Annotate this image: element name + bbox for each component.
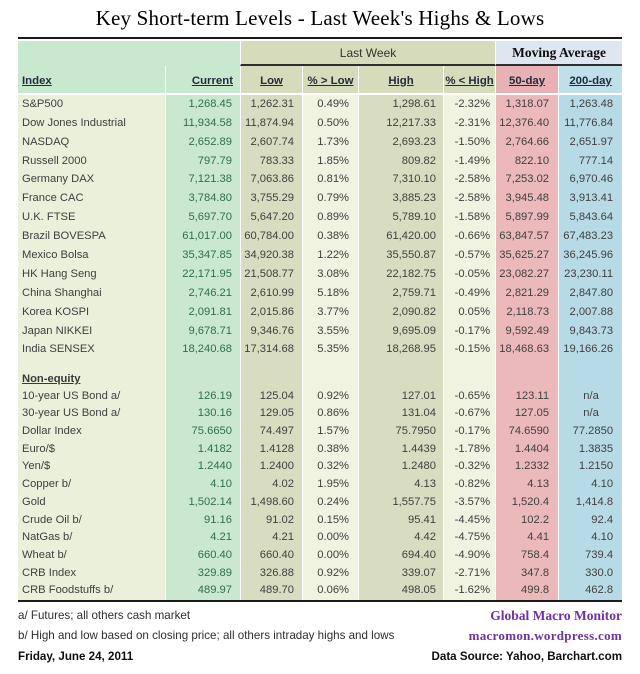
cell-ma50: 347.8 <box>495 564 558 582</box>
cell-high: 7,310.10 <box>358 171 443 190</box>
cell-ma200: 2,651.97 <box>558 133 622 152</box>
cell-index: Gold <box>18 494 165 512</box>
cell-low: 783.33 <box>240 152 302 171</box>
table-row <box>18 458 622 476</box>
cell-ma200: 23,230.11 <box>558 265 622 284</box>
cell-pct-below-high: -0.17% <box>443 423 495 441</box>
cell-ma200: 1,263.48 <box>558 95 622 114</box>
cell-index: Yen/$ <box>18 458 165 476</box>
cell-current: 91.16 <box>165 511 240 529</box>
cell-low: 60,784.00 <box>240 227 302 246</box>
footnotes <box>18 606 394 668</box>
table-row <box>18 171 622 190</box>
cell-low: 21,508.77 <box>240 265 302 284</box>
cell-pct-above-low: 0.79% <box>302 189 358 208</box>
cell-ma50 <box>495 368 558 387</box>
cell-index: 30-year US Bond a/ <box>18 405 165 423</box>
table-row <box>18 529 622 547</box>
cell-ma50: 74.6590 <box>495 423 558 441</box>
cell-high: 694.40 <box>358 547 443 565</box>
cell-high: 12,217.33 <box>358 114 443 133</box>
cell-ma50: 1,520.4 <box>495 494 558 512</box>
cell-ma200: 330.0 <box>558 564 622 582</box>
cell-index: Copper b/ <box>18 476 165 494</box>
cell-ma50: 1,318.07 <box>495 95 558 114</box>
cell-low: 17,314.68 <box>240 341 302 360</box>
table-row <box>18 114 622 133</box>
cell-pct-above-low: 1.73% <box>302 133 358 152</box>
cell-pct-above-low: 5.35% <box>302 341 358 360</box>
cell-index: France CAC <box>18 189 165 208</box>
cell-index: Germany DAX <box>18 171 165 190</box>
cell-ma50: 1.4404 <box>495 441 558 459</box>
section-header-row <box>18 368 622 387</box>
cell-ma50: 18,468.63 <box>495 341 558 360</box>
cell-ma200: 11,776.84 <box>558 114 622 133</box>
cell-pct-above-low: 1.85% <box>302 152 358 171</box>
table-row <box>18 303 622 322</box>
cell-ma200: 36,245.96 <box>558 246 622 265</box>
cell-pct-above-low <box>302 359 358 368</box>
cell-ma200: 2,847.80 <box>558 284 622 303</box>
table-row <box>18 494 622 512</box>
cell-ma50: 758.4 <box>495 547 558 565</box>
table-row <box>18 405 622 423</box>
cell-low: 125.04 <box>240 387 302 405</box>
cell-pct-below-high: -2.71% <box>443 564 495 582</box>
cell-current: 2,746.21 <box>165 284 240 303</box>
cell-low <box>240 368 302 387</box>
cell-high: 4.42 <box>358 529 443 547</box>
cell-current <box>165 359 240 368</box>
cell-low: 1,262.31 <box>240 95 302 114</box>
table-row <box>18 152 622 171</box>
cell-ma200: 77.2850 <box>558 423 622 441</box>
cell-current: 126.19 <box>165 387 240 405</box>
cell-pct-below-high: -4.75% <box>443 529 495 547</box>
cell-current: 4.21 <box>165 529 240 547</box>
cell-high: 18,268.95 <box>358 341 443 360</box>
cell-ma200: 4.10 <box>558 476 622 494</box>
cell-pct-above-low: 0.92% <box>302 564 358 582</box>
cell-index: U.K. FTSE <box>18 208 165 227</box>
cell-high: 809.82 <box>358 152 443 171</box>
col-header-pct-above-low: % > Low <box>302 66 358 95</box>
cell-pct-above-low: 3.55% <box>302 322 358 341</box>
cell-pct-below-high: -0.66% <box>443 227 495 246</box>
cell-index: Dollar Index <box>18 423 165 441</box>
section-label: Non-equity <box>22 373 81 386</box>
report-date: Friday, June 24, 2011 <box>18 649 134 663</box>
cell-ma50: 9,592.49 <box>495 322 558 341</box>
cell-current: 1,502.14 <box>165 494 240 512</box>
cell-pct-below-high <box>443 368 495 387</box>
cell-pct-above-low: 5.18% <box>302 284 358 303</box>
cell-pct-below-high: -0.15% <box>443 341 495 360</box>
cell-current <box>165 368 240 387</box>
spacer-row <box>18 359 622 368</box>
cell-pct-below-high: -0.49% <box>443 284 495 303</box>
cell-pct-above-low: 1.57% <box>302 423 358 441</box>
cell-ma200: 5,843.64 <box>558 208 622 227</box>
cell-pct-below-high: -2.32% <box>443 95 495 114</box>
cell-ma200: 2,007.88 <box>558 303 622 322</box>
cell-high: 22,182.75 <box>358 265 443 284</box>
cell-low: 4.21 <box>240 529 302 547</box>
cell-ma200 <box>558 368 622 387</box>
cell-low: 2,610.99 <box>240 284 302 303</box>
col-header-current: Current <box>165 66 240 95</box>
cell-pct-below-high: -0.57% <box>443 246 495 265</box>
cell-ma200: 3,913.41 <box>558 189 622 208</box>
cell-low: 2,015.86 <box>240 303 302 322</box>
cell-low: 74.497 <box>240 423 302 441</box>
cell-index: NASDAQ <box>18 133 165 152</box>
table-bottom-rule <box>18 600 622 602</box>
col-header-high: High <box>358 66 443 95</box>
cell-pct-below-high: -0.65% <box>443 387 495 405</box>
cell-low: 1,498.60 <box>240 494 302 512</box>
table-row <box>18 284 622 303</box>
cell-high <box>358 368 443 387</box>
cell-index: India SENSEX <box>18 341 165 360</box>
cell-index: Brazil BOVESPA <box>18 227 165 246</box>
table-row <box>18 547 622 565</box>
cell-current: 1.4182 <box>165 441 240 459</box>
moving-average-band-label: Moving Average <box>495 41 622 66</box>
cell-index: Japan NIKKEI <box>18 322 165 341</box>
cell-current: 4.10 <box>165 476 240 494</box>
cell-high: 3,885.23 <box>358 189 443 208</box>
cell-high: 1,557.75 <box>358 494 443 512</box>
cell-pct-below-high: -1.62% <box>443 582 495 600</box>
col-header-pct-below-high: % < High <box>443 66 495 95</box>
cell-index: 10-year US Bond a/ <box>18 387 165 405</box>
cell-low: 129.05 <box>240 405 302 423</box>
cell-low: 2,607.74 <box>240 133 302 152</box>
cell-ma50: 127.05 <box>495 405 558 423</box>
cell-index: HK Hang Seng <box>18 265 165 284</box>
data-source: Data Source: Yahoo, Barchart.com <box>431 649 622 663</box>
cell-low: 7,063.86 <box>240 171 302 190</box>
last-week-band-label: Last Week <box>240 41 495 66</box>
table-row <box>18 246 622 265</box>
cell-index: CRB Index <box>18 564 165 582</box>
table-row <box>18 265 622 284</box>
cell-ma200: 777.14 <box>558 152 622 171</box>
table-row <box>18 387 622 405</box>
cell-index: Korea KOSPI <box>18 303 165 322</box>
cell-ma50: 23,082.27 <box>495 265 558 284</box>
cell-index: Euro/$ <box>18 441 165 459</box>
column-header-row <box>18 66 622 95</box>
cell-high: 75.7950 <box>358 423 443 441</box>
cell-current: 7,121.38 <box>165 171 240 190</box>
cell-high <box>358 359 443 368</box>
cell-current: 22,171.95 <box>165 265 240 284</box>
cell-high: 127.01 <box>358 387 443 405</box>
table-row <box>18 208 622 227</box>
cell-ma50: 2,764.66 <box>495 133 558 152</box>
cell-ma200: 9,843.73 <box>558 322 622 341</box>
brand-name: Global Macro Monitor <box>490 607 622 623</box>
table-body <box>18 95 622 600</box>
cell-high: 1,298.61 <box>358 95 443 114</box>
cell-pct-above-low: 0.00% <box>302 529 358 547</box>
cell-pct-below-high: -4.90% <box>443 547 495 565</box>
cell-pct-below-high: -0.17% <box>443 322 495 341</box>
cell-ma50: 499.8 <box>495 582 558 600</box>
cell-high: 5,789.10 <box>358 208 443 227</box>
footnote-a: a/ Futures; all others cash market <box>18 608 191 622</box>
cell-pct-below-high: -4.45% <box>443 511 495 529</box>
table-row <box>18 582 622 600</box>
cell-pct-above-low: 0.38% <box>302 441 358 459</box>
cell-ma50: 4.13 <box>495 476 558 494</box>
cell-pct-above-low: 0.24% <box>302 494 358 512</box>
table-row <box>18 564 622 582</box>
cell-high: 9,695.09 <box>358 322 443 341</box>
cell-low: 91.02 <box>240 511 302 529</box>
col-header-50-day: 50-day <box>495 66 558 95</box>
cell-index: China Shanghai <box>18 284 165 303</box>
table-row <box>18 133 622 152</box>
table-row <box>18 95 622 114</box>
cell-current: 1,268.45 <box>165 95 240 114</box>
cell-ma200: n/a <box>558 387 622 405</box>
cell-current: 35,347.85 <box>165 246 240 265</box>
cell-ma50: 12,376.40 <box>495 114 558 133</box>
cell-low: 11,874.94 <box>240 114 302 133</box>
cell-pct-above-low: 0.89% <box>302 208 358 227</box>
cell-high: 2,090.82 <box>358 303 443 322</box>
cell-high: 4.13 <box>358 476 443 494</box>
cell-ma50: 1.2332 <box>495 458 558 476</box>
cell-ma50: 3,945.48 <box>495 189 558 208</box>
cell-ma50: 102.2 <box>495 511 558 529</box>
cell-current: 18,240.68 <box>165 341 240 360</box>
cell-low: 5,647.20 <box>240 208 302 227</box>
cell-low: 4.02 <box>240 476 302 494</box>
cell-pct-above-low: 1.22% <box>302 246 358 265</box>
cell-pct-below-high: -1.50% <box>443 133 495 152</box>
footer <box>18 606 622 668</box>
cell-high: 339.07 <box>358 564 443 582</box>
cell-high: 35,550.87 <box>358 246 443 265</box>
cell-high: 1.2480 <box>358 458 443 476</box>
column-group-row <box>18 41 622 66</box>
cell-low: 9,346.76 <box>240 322 302 341</box>
cell-current: 130.16 <box>165 405 240 423</box>
cell-ma200: 19,166.26 <box>558 341 622 360</box>
cell-pct-below-high: -0.82% <box>443 476 495 494</box>
cell-low: 34,920.38 <box>240 246 302 265</box>
cell-ma200: 1,414.8 <box>558 494 622 512</box>
cell-pct-above-low: 0.32% <box>302 458 358 476</box>
cell-pct-below-high: -2.31% <box>443 114 495 133</box>
cell-index: Mexico Bolsa <box>18 246 165 265</box>
cell-index: NatGas b/ <box>18 529 165 547</box>
table-row <box>18 476 622 494</box>
cell-pct-below-high: -2.58% <box>443 189 495 208</box>
footnote-b: b/ High and low based on closing price; all others intraday highs and lows <box>18 629 395 643</box>
cell-ma200: 6,970.46 <box>558 171 622 190</box>
cell-low: 1.2400 <box>240 458 302 476</box>
cell-ma50: 822.10 <box>495 152 558 171</box>
title-rule <box>18 37 622 39</box>
cell-ma200: 462.8 <box>558 582 622 600</box>
cell-high: 2,759.71 <box>358 284 443 303</box>
cell-index: Dow Jones Industrial <box>18 114 165 133</box>
table-row <box>18 441 622 459</box>
cell-index <box>18 368 165 387</box>
cell-low: 1.4128 <box>240 441 302 459</box>
cell-current: 660.40 <box>165 547 240 565</box>
levels-table <box>18 41 622 600</box>
cell-low: 3,755.29 <box>240 189 302 208</box>
cell-high: 1.4439 <box>358 441 443 459</box>
cell-pct-below-high: -3.57% <box>443 494 495 512</box>
cell-high: 131.04 <box>358 405 443 423</box>
table-row <box>18 341 622 360</box>
cell-low: 489.70 <box>240 582 302 600</box>
cell-pct-below-high: 0.05% <box>443 303 495 322</box>
cell-high: 498.05 <box>358 582 443 600</box>
cell-ma200: 92.4 <box>558 511 622 529</box>
cell-ma200: 67,483.23 <box>558 227 622 246</box>
cell-current: 5,697.70 <box>165 208 240 227</box>
cell-pct-below-high: -0.32% <box>443 458 495 476</box>
cell-ma50: 2,821.29 <box>495 284 558 303</box>
page-title: Key Short-term Levels - Last Week's Highs & Lows <box>95 6 545 30</box>
cell-ma50: 2,118.73 <box>495 303 558 322</box>
cell-pct-above-low: 3.77% <box>302 303 358 322</box>
table-row <box>18 423 622 441</box>
cell-pct-below-high: -2.58% <box>443 171 495 190</box>
cell-index <box>18 359 165 368</box>
cell-ma50: 35,625.27 <box>495 246 558 265</box>
cell-pct-above-low: 0.15% <box>302 511 358 529</box>
cell-ma50: 7,253.02 <box>495 171 558 190</box>
cell-current: 329.89 <box>165 564 240 582</box>
cell-pct-below-high: -1.58% <box>443 208 495 227</box>
cell-ma200: 1.3835 <box>558 441 622 459</box>
cell-pct-above-low: 0.00% <box>302 547 358 565</box>
cell-pct-below-high <box>443 359 495 368</box>
cell-current: 11,934.58 <box>165 114 240 133</box>
cell-pct-above-low: 0.50% <box>302 114 358 133</box>
cell-pct-above-low: 0.06% <box>302 582 358 600</box>
cell-pct-above-low: 0.81% <box>302 171 358 190</box>
cell-current: 61,017.00 <box>165 227 240 246</box>
cell-ma200: 739.4 <box>558 547 622 565</box>
cell-pct-above-low: 3.08% <box>302 265 358 284</box>
cell-pct-above-low: 0.92% <box>302 387 358 405</box>
attribution <box>432 606 623 668</box>
cell-pct-above-low: 1.95% <box>302 476 358 494</box>
cell-high: 95.41 <box>358 511 443 529</box>
band-spacer <box>18 41 240 66</box>
cell-ma200: n/a <box>558 405 622 423</box>
cell-ma50: 5,897.99 <box>495 208 558 227</box>
cell-ma50: 123.11 <box>495 387 558 405</box>
cell-index: CRB Foodstuffs b/ <box>18 582 165 600</box>
cell-pct-below-high: -0.67% <box>443 405 495 423</box>
col-header-low: Low <box>240 66 302 95</box>
cell-current: 2,091.81 <box>165 303 240 322</box>
table-row <box>18 189 622 208</box>
cell-ma200 <box>558 359 622 368</box>
cell-low: 660.40 <box>240 547 302 565</box>
cell-high: 61,420.00 <box>358 227 443 246</box>
cell-index: Russell 2000 <box>18 152 165 171</box>
cell-pct-below-high: -1.78% <box>443 441 495 459</box>
cell-current: 2,652.89 <box>165 133 240 152</box>
cell-current: 75.6650 <box>165 423 240 441</box>
cell-index: S&P500 <box>18 95 165 114</box>
cell-current: 1.2440 <box>165 458 240 476</box>
cell-ma50: 63,847.57 <box>495 227 558 246</box>
table-row <box>18 511 622 529</box>
cell-high: 2,693.23 <box>358 133 443 152</box>
col-header-200-day: 200-day <box>558 66 622 95</box>
cell-low: 326.88 <box>240 564 302 582</box>
col-header-index: Index <box>18 66 165 95</box>
cell-index: Wheat b/ <box>18 547 165 565</box>
cell-ma200: 4.10 <box>558 529 622 547</box>
table-row <box>18 322 622 341</box>
table-row <box>18 227 622 246</box>
cell-current: 3,784.80 <box>165 189 240 208</box>
cell-ma50: 4.41 <box>495 529 558 547</box>
cell-index: Crude Oil b/ <box>18 511 165 529</box>
cell-current: 489.97 <box>165 582 240 600</box>
cell-pct-above-low: 0.49% <box>302 95 358 114</box>
cell-ma50 <box>495 359 558 368</box>
cell-ma200: 1.2150 <box>558 458 622 476</box>
cell-current: 797.79 <box>165 152 240 171</box>
site-url: macromon.wordpress.com <box>468 628 622 644</box>
cell-pct-above-low <box>302 368 358 387</box>
cell-pct-below-high: -0.05% <box>443 265 495 284</box>
cell-pct-above-low: 0.38% <box>302 227 358 246</box>
cell-low <box>240 359 302 368</box>
cell-current: 9,678.71 <box>165 322 240 341</box>
cell-pct-below-high: -1.49% <box>443 152 495 171</box>
cell-pct-above-low: 0.86% <box>302 405 358 423</box>
